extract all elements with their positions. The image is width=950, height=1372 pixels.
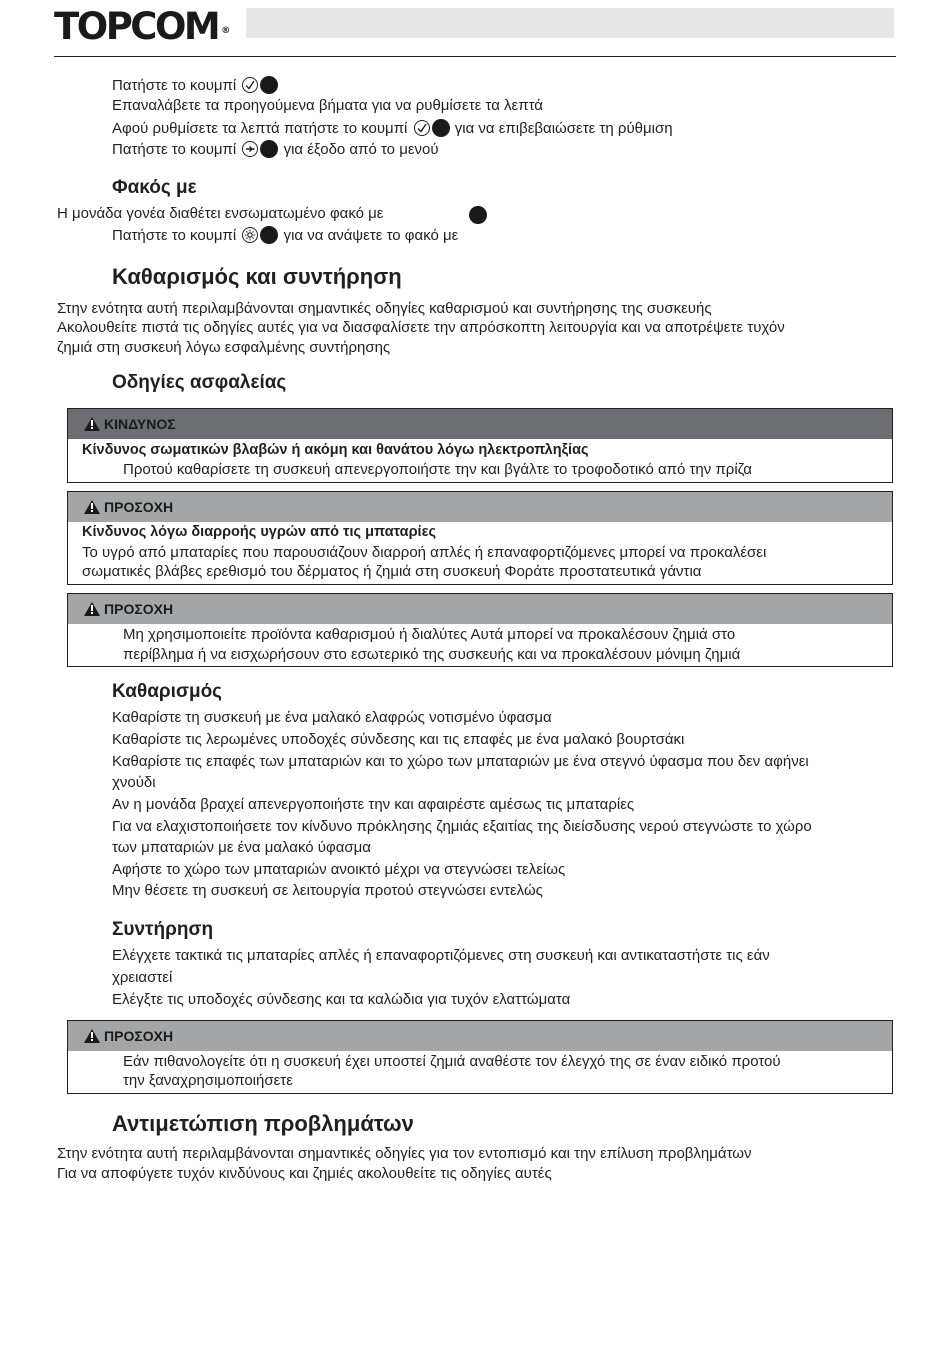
caution-solvents-line-2: περίβλημα ή να εισχωρήσουν στο εσωτερικό της συσκευής και να προκαλέσουν μόνιμη ζημιά xyxy=(123,646,741,663)
cm-paragraph-line-3: ζημιά στη συσκευή λόγω εσφαλμένης συντήρησης xyxy=(57,339,391,356)
maintenance-line: Ελέγξτε τις υποδοχές σύνδεσης και τα καλώδια για τυχόν ελαττώματα xyxy=(112,991,571,1008)
header-bar xyxy=(246,8,894,38)
flashlight-line-1: Η μονάδα γονέα διαθέτει ενσωματωμένο φακό με xyxy=(57,205,384,222)
cm-paragraph-line-2: Ακολουθείτε πιστά τις οδηγίες αυτές για να διασφαλίσετε την απρόσκοπτη λειτουργία και να αποτρέψετε τυχόν xyxy=(57,319,785,336)
cleaning-line: Αφήστε το χώρο των μπαταριών ανοικτό μέχρι να στεγνώσει τελείως xyxy=(112,861,566,878)
step-line-2: Επαναλάβετε τα προηγούμενα βήματα για να ρυθμίσετε τα λεπτά xyxy=(112,97,543,114)
cleaning-line: Μην θέσετε τη συσκευή σε λειτουργία προτού στεγνώσει εντελώς xyxy=(112,882,543,899)
caution-box-solvents xyxy=(67,593,893,667)
warning-triangle-icon xyxy=(84,1029,100,1043)
button-dot-icon xyxy=(260,140,278,158)
cleaning-line: χνούδι xyxy=(112,774,156,791)
exit-arrow-icon xyxy=(242,141,258,157)
flashlight-line-2: Πατήστε το κουμπί για να ανάψετε το φακό με xyxy=(112,227,459,244)
safety-heading: Οδηγίες ασφαλείας xyxy=(112,372,287,393)
caution-box-header: ΠΡΟΣΟΧΗ xyxy=(68,1021,892,1051)
danger-title: Κίνδυνος σωματικών βλαβών ή ακόμη και θανάτου λόγω ηλεκτροπληξίας xyxy=(82,442,589,458)
troubleshooting-heading: Αντιμετώπιση προβλημάτων xyxy=(112,1111,414,1136)
maintenance-heading: Συντήρηση xyxy=(112,919,214,940)
warning-triangle-icon xyxy=(84,417,100,431)
step-line-3: Αφού ρυθμίσετε τα λεπτά πατήστε το κουμπί για να επιβεβαιώσετε τη ρύθμιση xyxy=(112,120,673,137)
maintenance-line: χρειαστεί xyxy=(112,969,173,986)
caution-damage-line-2: την ξαναχρησιμοποιήσετε xyxy=(123,1072,293,1089)
light-sun-icon xyxy=(242,227,258,243)
button-dot-icon xyxy=(260,76,278,94)
cleaning-line: Αν η μονάδα βραχεί απενεργοποιήστε την και αφαιρέστε αμέσως τις μπαταρίες xyxy=(112,796,635,813)
cleaning-line: Καθαρίστε τις λερωμένες υποδοχές σύνδεσης και τις επαφές με ένα μαλακό βουρτσάκι xyxy=(112,731,685,748)
cleaning-maintenance-heading: Καθαρισμός και συντήρηση xyxy=(112,264,402,289)
troubleshooting-line-2: Για να αποφύγετε τυχόν κινδύνους και ζημιές ακολουθείτε τις οδηγίες αυτές xyxy=(57,1165,552,1182)
button-dot-icon xyxy=(432,119,450,137)
caution-solvents-line-1: Μη χρησιμοποιείτε προϊόντα καθαρισμού ή διαλύτες Αυτά μπορεί να προκαλέσουν ζημιά στο xyxy=(123,626,736,643)
step-line-4: Πατήστε το κουμπί για έξοδο από το μενού xyxy=(112,141,439,158)
caution-battery-line-2: σωματικές βλάβες ερεθισμό του δέρματος ή ζημιά στη συσκευή Φοράτε προστατευτικά γάντια xyxy=(82,563,702,580)
cleaning-line: Καθαρίστε τη συσκευή με ένα μαλακό ελαφρώς νοτισμένο ύφασμα xyxy=(112,709,552,726)
troubleshooting-line-1: Στην ενότητα αυτή περιλαμβάνονται σημαντικές οδηγίες για τον εντοπισμό και την επίλυση προβλημάτων xyxy=(57,1145,752,1162)
flashlight-heading: Φακός με xyxy=(112,177,197,198)
cleaning-heading: Καθαρισμός xyxy=(112,681,223,702)
cleaning-line: Για να ελαχιστοποιήσετε τον κίνδυνο πρόκλησης ζημιάς εξαιτίας της διείσδυσης νερού στεγνώστε το χώρο xyxy=(112,818,812,835)
button-dot-icon xyxy=(260,226,278,244)
confirm-check-icon xyxy=(414,120,430,136)
step-line-1: Πατήστε το κουμπί xyxy=(112,76,279,95)
caution-box-header: ΠΡΟΣΟΧΗ xyxy=(68,492,892,522)
caution-box-damage xyxy=(67,1020,893,1094)
caution-damage-line-1: Εάν πιθανολογείτε ότι η συσκευή έχει υποστεί ζημιά αναθέστε τον έλεγχό της σε έναν ειδικό προτού xyxy=(123,1053,781,1070)
cleaning-line: των μπαταριών με ένα μαλακό ύφασμα xyxy=(112,839,371,856)
danger-box xyxy=(67,408,893,483)
warning-triangle-icon xyxy=(84,500,100,514)
confirm-check-icon xyxy=(242,77,258,93)
maintenance-line: Ελέγχετε τακτικά τις μπαταρίες απλές ή επαναφορτιζόμενες στη συσκευή και αντικαταστήστε τις εάν xyxy=(112,947,770,964)
warning-triangle-icon xyxy=(84,602,100,616)
cleaning-line: Καθαρίστε τις επαφές των μπαταριών και το χώρο των μπαταριών με ένα στεγνό ύφασμα που δεν αφήνει xyxy=(112,753,809,770)
caution-box-header: ΠΡΟΣΟΧΗ xyxy=(68,594,892,624)
caution-battery-line-1: Το υγρό από μπαταρίες που παρουσιάζουν διαρροή απλές ή επαναφορτιζόμενες μπορεί να προκαλέσει xyxy=(82,544,767,561)
danger-box-header: ΚΙΝΔΥΝΟΣ xyxy=(68,409,892,439)
header-divider xyxy=(54,56,896,57)
cm-paragraph-line-1: Στην ενότητα αυτή περιλαμβάνονται σημαντικές οδηγίες καθαρισμού και συντήρησης της συσκευής xyxy=(57,300,712,317)
caution-battery-title: Κίνδυνος λόγω διαρροής υγρών από τις μπαταρίες xyxy=(82,524,437,540)
danger-line-1: Προτού καθαρίσετε τη συσκευή απενεργοποιήστε την και βγάλτε το τροφοδοτικό από την πρίζα xyxy=(123,461,752,478)
flashlight-dot-icon xyxy=(469,206,487,224)
caution-box-battery xyxy=(67,491,893,585)
topcom-logo: TOPCOM ® xyxy=(54,5,231,48)
